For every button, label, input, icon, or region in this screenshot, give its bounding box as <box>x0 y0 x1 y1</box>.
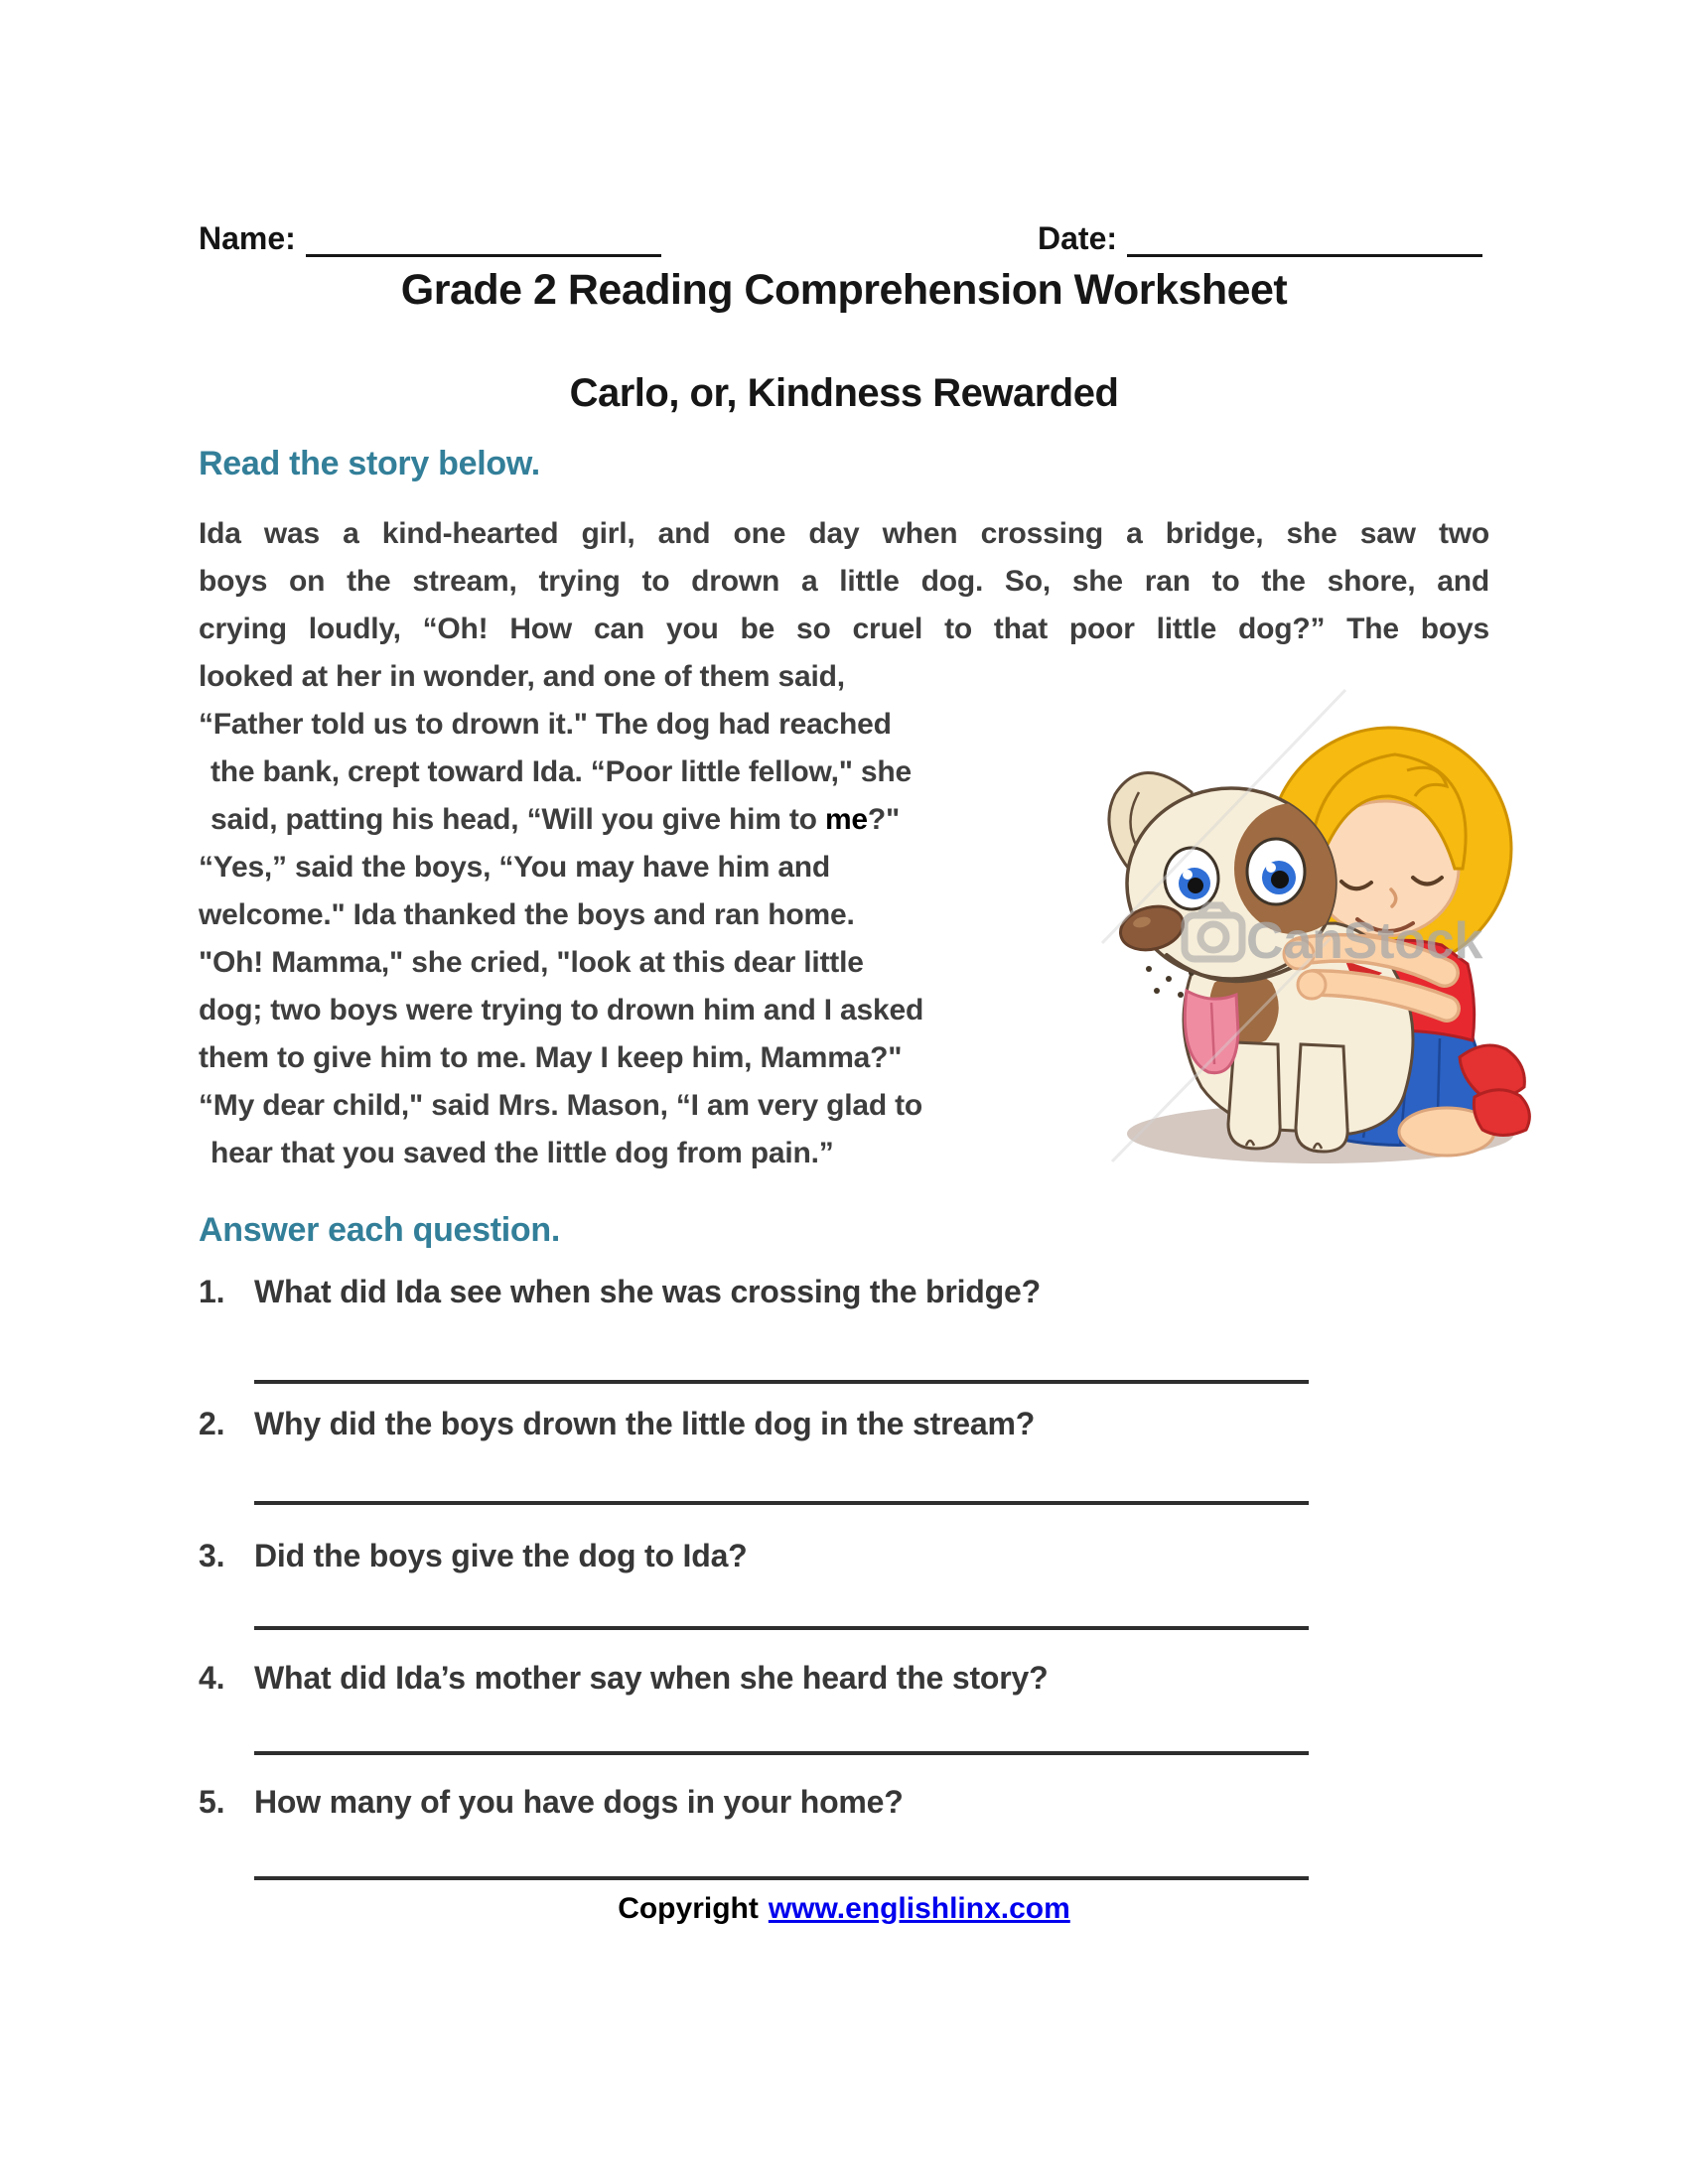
story-line-bold-word: me <box>824 803 868 836</box>
story-line: "Oh! Mamma," she cried, "look at this dear little <box>199 946 864 979</box>
story-section-heading: Read the story below. <box>199 445 540 482</box>
question-1 <box>199 1274 1041 1310</box>
answer-line-2 <box>254 1501 1309 1505</box>
question-number: 2. <box>199 1406 225 1441</box>
question-number: 5. <box>199 1784 225 1820</box>
question-text: How many of you have dogs in your home? <box>254 1784 904 1820</box>
question-5 <box>199 1784 904 1821</box>
name-blank-line <box>306 223 661 257</box>
name-field <box>199 220 661 257</box>
story-line: Ida was a kind-hearted girl, and one day when crossing a bridge, she saw two <box>199 517 1489 550</box>
story-line: crying loudly, “Oh! How can you be so cruel to that poor little dog?” The boys <box>199 613 1489 645</box>
question-number: 4. <box>199 1660 225 1696</box>
questions-section-heading: Answer each question. <box>199 1211 561 1249</box>
question-number: 3. <box>199 1538 225 1573</box>
girl-hugging-dog-illustration <box>1097 675 1539 1176</box>
date-label: Date: <box>1038 220 1118 256</box>
question-text: What did Ida’s mother say when she heard the story? <box>254 1660 1049 1696</box>
question-number: 1. <box>199 1274 225 1309</box>
story-line: dog; two boys were trying to drown him and I asked <box>199 994 924 1026</box>
story-line: boys on the stream, trying to drown a little dog. So, she ran to the shore, and <box>199 565 1489 598</box>
story-title: Carlo, or, Kindness Rewarded <box>569 371 1119 415</box>
story-line: welcome." Ida thanked the boys and ran home. <box>199 898 855 931</box>
copyright-label: Copyright <box>618 1892 759 1925</box>
question-text: Did the boys give the dog to Ida? <box>254 1538 748 1573</box>
date-blank-line <box>1127 223 1482 257</box>
name-label: Name: <box>199 220 296 256</box>
story-line: looked at her in wonder, and one of them said, <box>199 660 845 693</box>
question-text: What did Ida see when she was crossing the bridge? <box>254 1274 1041 1309</box>
question-3 <box>199 1538 748 1574</box>
story-line: them to give him to me. May I keep him, Mamma?" <box>199 1041 903 1074</box>
story-text-block <box>199 510 1489 1177</box>
story-line: “Father told us to drown it." The dog had reached <box>199 708 892 741</box>
answer-line-3 <box>254 1626 1309 1630</box>
question-text: Why did the boys drown the little dog in the stream? <box>254 1406 1036 1441</box>
question-2 <box>199 1406 1035 1442</box>
answer-line-5 <box>254 1876 1309 1880</box>
question-4 <box>199 1660 1048 1697</box>
story-line: “Yes,” said the boys, “You may have him and <box>199 851 831 884</box>
watermark-text: CanStock <box>1246 912 1483 970</box>
story-line-part: ?" <box>867 803 901 836</box>
page-title: Grade 2 Reading Comprehension Worksheet <box>400 266 1288 314</box>
date-field <box>1038 220 1482 257</box>
story-line: the bank, crept toward Ida. “Poor little fellow," she <box>211 755 912 788</box>
footer <box>0 1892 1688 1926</box>
story-line: “My dear child," said Mrs. Mason, “I am very glad to <box>199 1089 923 1122</box>
story-line-part: said, patting his head, “Will you give him to <box>211 803 825 836</box>
answer-line-1 <box>254 1380 1309 1384</box>
englishlinx-link[interactable]: www.englishlinx.com <box>768 1892 1070 1925</box>
answer-line-4 <box>254 1751 1309 1755</box>
story-line: hear that you saved the little dog from pain.” <box>211 1137 834 1169</box>
